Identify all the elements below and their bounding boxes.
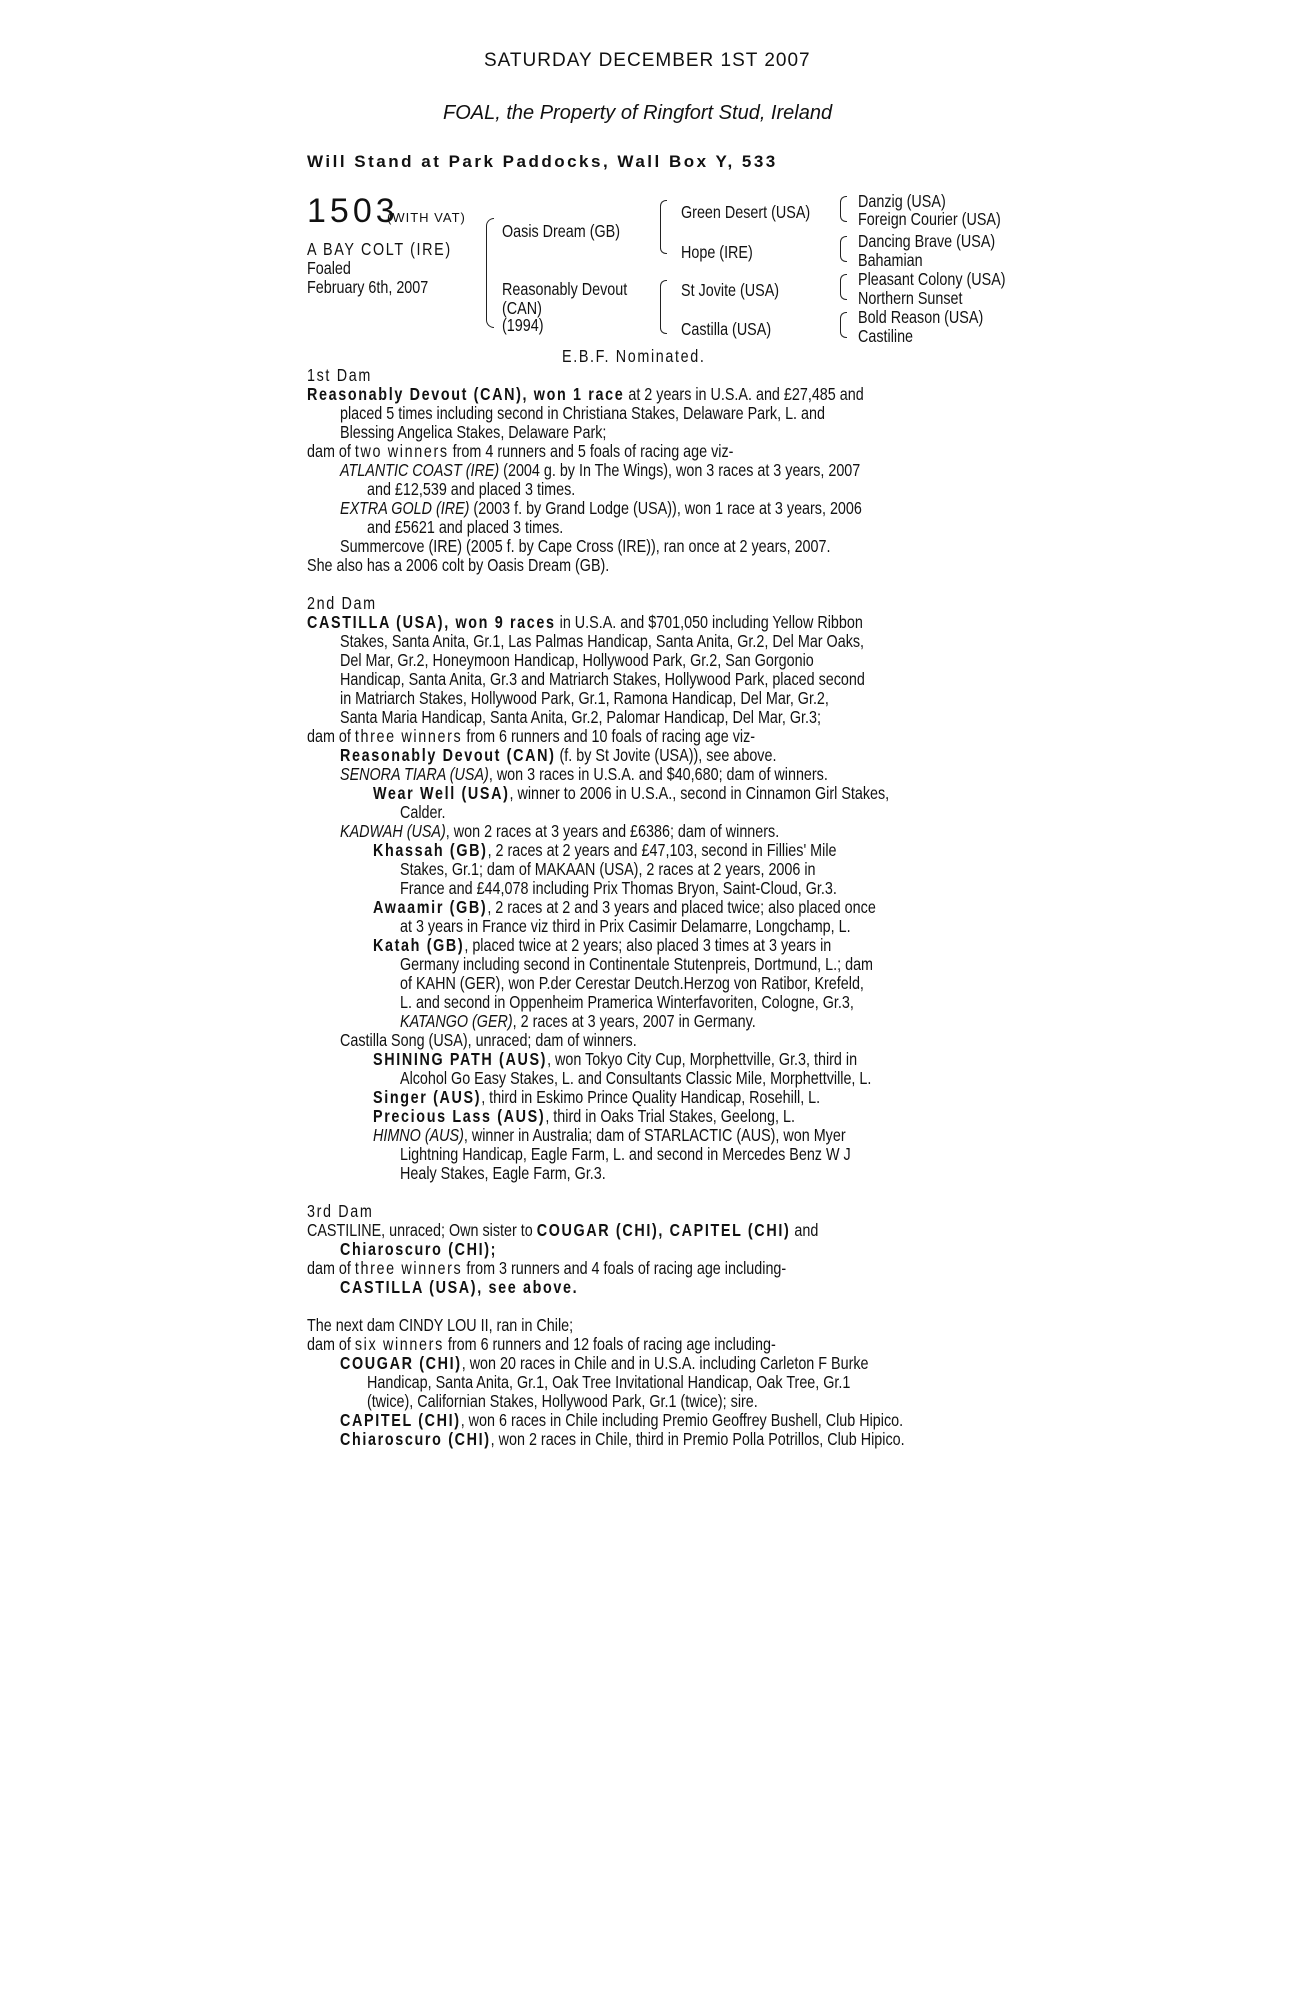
first-dam-line: and £5621 and placed 3 times. [367, 517, 564, 537]
second-dam-line: Awaamir (GB), 2 races at 2 and 3 years and placed twice; also placed once [373, 897, 876, 917]
first-dam-line: and £12,539 and placed 3 times. [367, 479, 576, 499]
pedigree-dd: Castilla (USA) [681, 319, 772, 339]
pedigree-sire: Oasis Dream (GB) [502, 221, 621, 241]
second-dam-line: Handicap, Santa Anita, Gr.3 and Matriarch Stakes, Hollywood Park, placed second [340, 669, 865, 689]
pedigree-brace-ss [840, 196, 847, 222]
second-dam-line: Precious Lass (AUS), third in Oaks Trial Stakes, Geelong, L. [373, 1106, 795, 1126]
first-dam-line: EXTRA GOLD (IRE) (2003 f. by Grand Lodge (USA)), won 1 race at 3 years, 2006 [340, 498, 862, 518]
pedigree-sd: Hope (IRE) [681, 242, 753, 262]
stand-location: Will Stand at Park Paddocks, Wall Box Y, 533 [307, 152, 778, 171]
second-dam-line: SHINING PATH (AUS), won Tokyo City Cup, Morphettville, Gr.3, third in [373, 1049, 858, 1069]
pedigree-dam-line3: (1994) [502, 315, 544, 335]
next-dam-line: (twice), Californian Stakes, Hollywood Park, Gr.1 (twice); sire. [367, 1391, 758, 1411]
pedigree-ssd: Foreign Courier (USA) [858, 209, 1001, 229]
pedigree-brace-ds [840, 274, 847, 300]
second-dam-line: Khassah (GB), 2 races at 2 years and £47,103, second in Fillies' Mile [373, 840, 837, 860]
second-dam-line: Stakes, Gr.1; dam of MAKAAN (USA), 2 races at 2 years, 2006 in [400, 859, 816, 879]
pedigree-dam-line2: (CAN) [502, 298, 542, 318]
first-dam-heading: 1st Dam [307, 365, 372, 385]
second-dam-heading: 2nd Dam [307, 593, 377, 613]
pedigree-ddd: Castiline [858, 326, 914, 346]
second-dam-line: Alcohol Go Easy Stakes, L. and Consultants Classic Mile, Morphettville, L. [400, 1068, 872, 1088]
pedigree-brace-dam [660, 280, 667, 334]
pedigree-brace-sire [660, 200, 667, 254]
second-dam-line: Santa Maria Handicap, Santa Anita, Gr.2, Palomar Handicap, Del Mar, Gr.3; [340, 707, 821, 727]
first-dam-line: Blessing Angelica Stakes, Delaware Park; [340, 422, 607, 442]
first-dam-line: ATLANTIC COAST (IRE) (2004 g. by In The Wings), won 3 races at 3 years, 2007 [340, 460, 861, 480]
foaled-date: February 6th, 2007 [307, 277, 429, 297]
third-dam-line: Chiaroscuro (CHI); [340, 1239, 498, 1259]
pedigree-sss: Danzig (USA) [858, 191, 946, 211]
pedigree-sds: Dancing Brave (USA) [858, 231, 996, 251]
foaled-label: Foaled [307, 258, 351, 278]
next-dam-line: dam of six winners from 6 runners and 12 foals of racing age including- [307, 1334, 776, 1354]
pedigree-ds: St Jovite (USA) [681, 280, 780, 300]
first-dam-line: She also has a 2006 colt by Oasis Dream (GB). [307, 555, 610, 575]
dam-history [307, 366, 1287, 1449]
sale-date: SATURDAY DECEMBER 1ST 2007 [484, 50, 811, 71]
first-dam-line: Reasonably Devout (CAN), won 1 race at 2 years in U.S.A. and £27,485 and [307, 384, 864, 404]
next-dam-line: The next dam CINDY LOU II, ran in Chile; [307, 1315, 574, 1335]
second-dam-line: Del Mar, Gr.2, Honeymoon Handicap, Hollywood Park, Gr.2, San Gorgonio [340, 650, 814, 670]
pedigree-dss: Pleasant Colony (USA) [858, 269, 1006, 289]
second-dam-line: KADWAH (USA), won 2 races at 3 years and £6386; dam of winners. [340, 821, 780, 841]
pedigree-dds: Bold Reason (USA) [858, 307, 984, 327]
lot-description: A BAY COLT (IRE) [307, 239, 452, 259]
pedigree-dsd: Northern Sunset [858, 288, 963, 308]
second-dam-line: Germany including second in Continentale Stutenpreis, Dortmund, L.; dam [400, 954, 874, 974]
next-dam-line: Chiaroscuro (CHI), won 2 races in Chile, third in Premio Polla Potrillos, Club Hipico. [340, 1429, 905, 1449]
second-dam-line: Singer (AUS), third in Eskimo Prince Quality Handicap, Rosehill, L. [373, 1087, 821, 1107]
first-dam-line: dam of two winners from 4 runners and 5 foals of racing age viz- [307, 441, 734, 461]
second-dam-line: of KAHN (GER), won P.der Cerestar Deutch.Herzog von Ratibor, Krefeld, [400, 973, 864, 993]
second-dam-line: Reasonably Devout (CAN) (f. by St Jovite (USA)), see above. [340, 745, 777, 765]
pedigree-brace-sd [840, 236, 847, 262]
pedigree-brace-dd [840, 312, 847, 338]
second-dam-line: Stakes, Santa Anita, Gr.1, Las Palmas Handicap, Santa Anita, Gr.2, Del Mar Oaks, [340, 631, 865, 651]
third-dam-line: CASTILLA (USA), see above. [340, 1277, 579, 1297]
pedigree-brace-main [486, 218, 494, 328]
second-dam-line: Katah (GB), placed twice at 2 years; also placed 3 times at 3 years in [373, 935, 832, 955]
second-dam-line: in Matriarch Stakes, Hollywood Park, Gr.1, Ramona Handicap, Del Mar, Gr.2, [340, 688, 829, 708]
first-dam-line: placed 5 times including second in Christiana Stakes, Delaware Park, L. and [340, 403, 825, 423]
second-dam-line: Healy Stakes, Eagle Farm, Gr.3. [400, 1163, 606, 1183]
second-dam-line: France and £44,078 including Prix Thomas Bryon, Saint-Cloud, Gr.3. [400, 878, 837, 898]
pedigree-dam-line1: Reasonably Devout [502, 279, 628, 299]
next-dam-line: COUGAR (CHI), won 20 races in Chile and in U.S.A. including Carleton F Burke [340, 1353, 869, 1373]
second-dam-line: Lightning Handicap, Eagle Farm, L. and second in Mercedes Benz W J [400, 1144, 851, 1164]
third-dam-line: dam of three winners from 3 runners and 4 foals of racing age including- [307, 1258, 787, 1278]
ebf-nominated: E.B.F. Nominated. [562, 346, 706, 366]
pedigree-ss: Green Desert (USA) [681, 202, 811, 222]
second-dam-line: at 3 years in France viz third in Prix Casimir Delamarre, Longchamp, L. [400, 916, 851, 936]
consignor-line: FOAL, the Property of Ringfort Stud, Ireland [443, 102, 833, 124]
first-dam-line: Summercove (IRE) (2005 f. by Cape Cross (IRE)), ran once at 2 years, 2007. [340, 536, 831, 556]
pedigree-sdd: Bahamian [858, 250, 923, 270]
second-dam-line: dam of three winners from 6 runners and 10 foals of racing age viz- [307, 726, 756, 746]
next-dam-line: Handicap, Santa Anita, Gr.1, Oak Tree Invitational Handicap, Oak Tree, Gr.1 [367, 1372, 851, 1392]
second-dam-line: Wear Well (USA), winner to 2006 in U.S.A., second in Cinnamon Girl Stakes, [373, 783, 890, 803]
second-dam-line: CASTILLA (USA), won 9 races in U.S.A. and $701,050 including Yellow Ribbon [307, 612, 863, 632]
second-dam-line: HIMNO (AUS), winner in Australia; dam of STARLACTIC (AUS), won Myer [373, 1125, 846, 1145]
vat-label: (WITH VAT) [387, 210, 466, 225]
second-dam-line: Calder. [400, 802, 446, 822]
second-dam-line: SENORA TIARA (USA), won 3 races in U.S.A. and $40,680; dam of winners. [340, 764, 828, 784]
third-dam-line: CASTILINE, unraced; Own sister to COUGAR (CHI), CAPITEL (CHI) and [307, 1220, 819, 1240]
second-dam-line: KATANGO (GER), 2 races at 3 years, 2007 in Germany. [400, 1011, 756, 1031]
second-dam-line: L. and second in Oppenheim Pramerica Winterfavoriten, Cologne, Gr.3, [400, 992, 854, 1012]
lot-number: 1503 [307, 192, 399, 230]
second-dam-line: Castilla Song (USA), unraced; dam of winners. [340, 1030, 637, 1050]
next-dam-line: CAPITEL (CHI), won 6 races in Chile including Premio Geoffrey Bushell, Club Hipico. [340, 1410, 904, 1430]
third-dam-heading: 3rd Dam [307, 1201, 374, 1221]
